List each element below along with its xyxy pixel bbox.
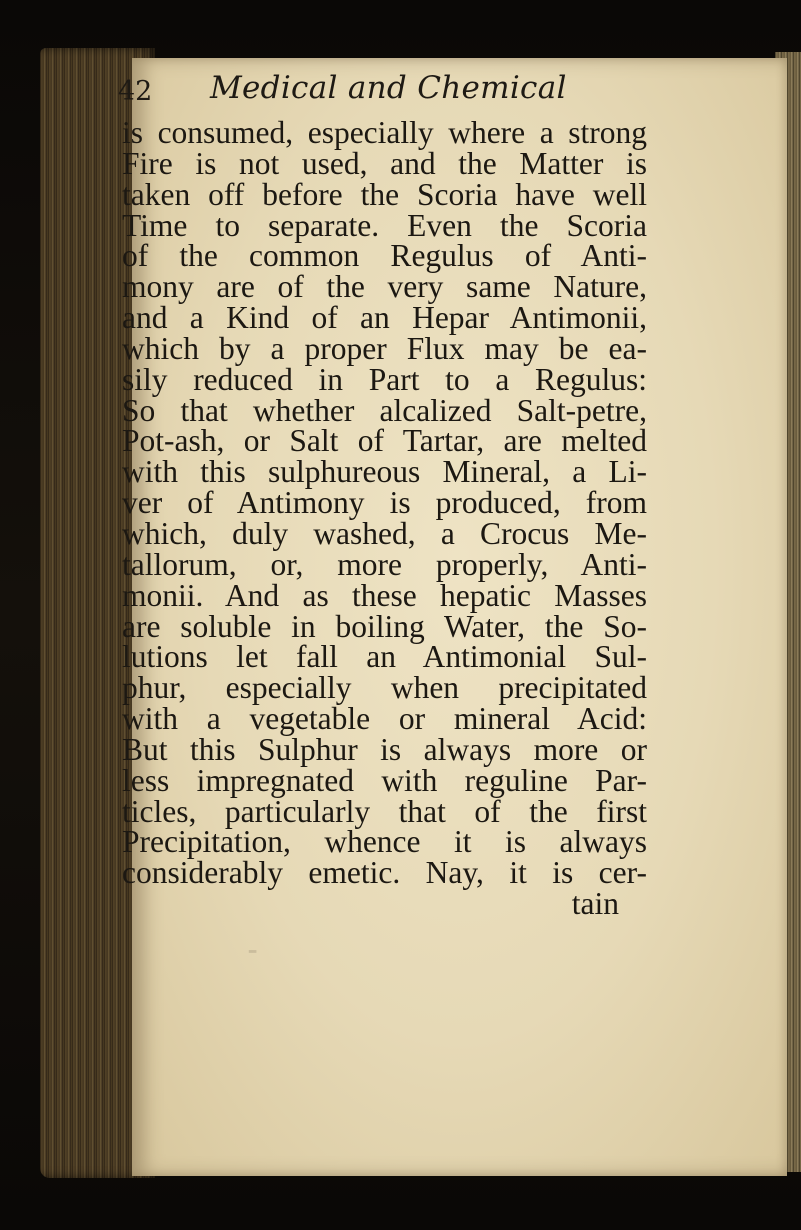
text-line: considerably emetic. Nay, it is cer- [122,855,647,891]
body-text [122,115,647,922]
text-line: sily reduced in Part to a Regulus: [122,361,647,397]
running-title: Medical and Chemical [210,70,567,106]
catchword: tain [571,886,619,922]
text-line: taken off before the Scoria have well [122,176,647,212]
text-line: Fire is not used, and the Matter is [122,145,647,181]
text-line: Pot-ash, or Salt of Tartar, are melted [122,423,647,459]
text-line: which by a proper Flux may be ea- [122,330,647,366]
text-line: which, duly washed, a Crocus Me- [122,515,647,551]
text-line: phur, especially when precipitated [122,670,647,706]
text-line: monii. And as these hepatic Masses [122,577,647,613]
text-line: tallorum, or, more properly, Anti- [122,546,647,582]
text-line: with this sulphureous Mineral, a Li- [122,454,647,490]
text-line: mony are of the very same Nature, [122,269,647,305]
text-line: So that whether alcalized Salt-petre, [122,392,647,428]
text-line: ver of Antimony is produced, from [122,485,647,521]
text-line: are soluble in boiling Water, the So- [122,608,647,644]
text-line: Precipitation, whence it is always [122,824,647,860]
text-line: is consumed, especially where a strong [122,115,647,150]
text-line: and a Kind of an Hepar Antimonii, [122,300,647,336]
bleed-through-mark: ⁃ [246,938,261,967]
page-number: 42 [118,76,153,107]
text-line: Time to separate. Even the Scoria [122,207,647,243]
text-line: But this Sulphur is always more or [122,731,647,767]
page-header [118,66,638,122]
text-line: ticles, particularly that of the first [122,793,647,829]
text-line: less impregnated with reguline Par- [122,762,647,798]
text-line: lutions let fall an Antimonial Sul- [122,639,647,675]
text-line: with a vegetable or mineral Acid: [122,701,647,737]
text-line: of the common Regulus of Anti- [122,238,647,274]
